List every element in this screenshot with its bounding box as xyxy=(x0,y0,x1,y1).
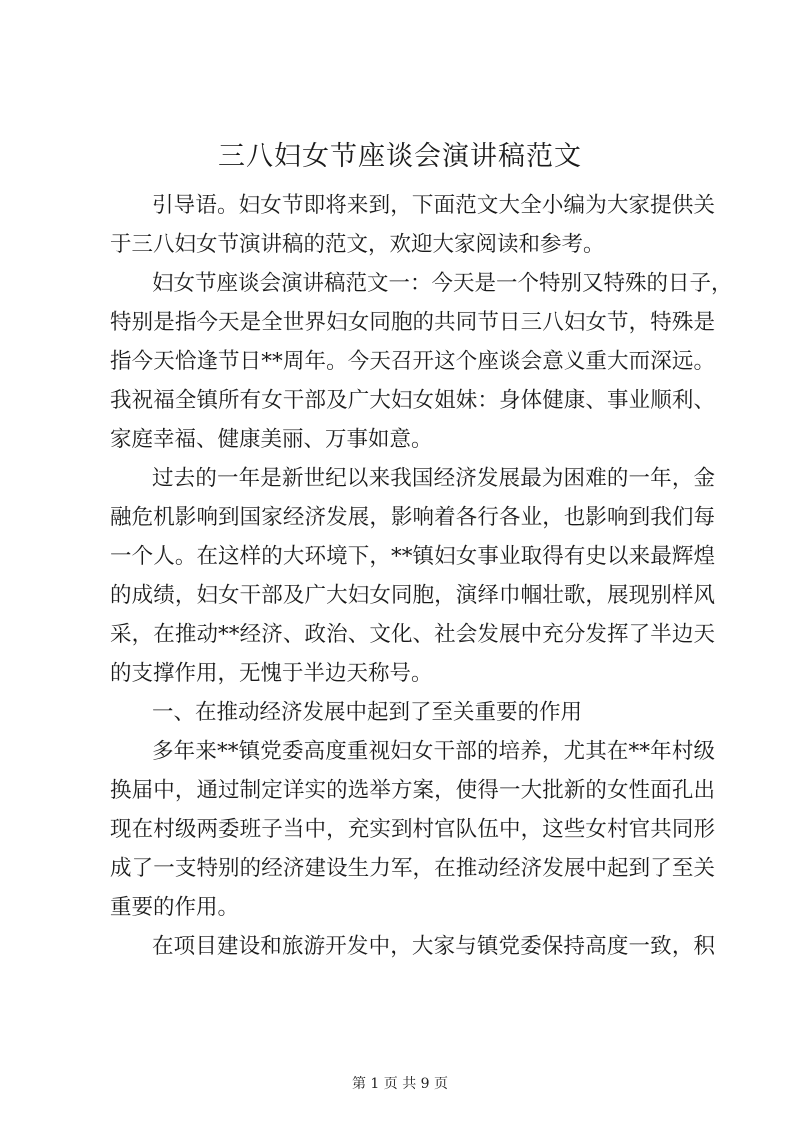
paragraph-line: 现在村级两委班子当中，充实到村官队伍中，这些女村官共同形 xyxy=(110,817,715,842)
page-footer: 第 1 页 共 9 页 xyxy=(351,1076,449,1092)
paragraph-line: 重要的作用。 xyxy=(110,895,240,920)
document-body xyxy=(110,186,733,966)
paragraph-line: 在项目建设和旅游开发中，大家与镇党委保持高度一致，积 xyxy=(152,934,715,959)
paragraph-line: 换届中，通过制定详实的选举方案，使得一大批新的女性面孔出 xyxy=(110,778,715,803)
section-heading: 一、在推动经济发展中起到了至关重要的作用 xyxy=(152,700,583,725)
paragraph-line: 多年来**镇党委高度重视妇女干部的培养，尤其在**年村级 xyxy=(152,739,715,764)
paragraph-line: 家庭幸福、健康美丽、万事如意。 xyxy=(110,427,433,452)
paragraph-line: 于三八妇女节演讲稿的范文，欢迎大家阅读和参考。 xyxy=(110,232,605,257)
paragraph-line: 的支撑作用，无愧于半边天称号。 xyxy=(110,661,433,686)
paragraph-line: 采，在推动**经济、政治、文化、社会发展中充分发挥了半边天 xyxy=(110,622,715,647)
paragraph-line: 妇女节座谈会演讲稿范文一：今天是一个特别又特殊的日子， xyxy=(152,271,733,296)
paragraph-line: 我祝福全镇所有女干部及广大妇女姐妹：身体健康、事业顺利、 xyxy=(110,388,715,413)
paragraph-line: 特别是指今天是全世界妇女同胞的共同节日三八妇女节，特殊是 xyxy=(110,310,715,335)
paragraph-line: 的成绩，妇女干部及广大妇女同胞，演绎巾帼壮歌，展现别样风 xyxy=(110,583,715,608)
paragraph-line: 指今天恰逢节日**周年。今天召开这个座谈会意义重大而深远。 xyxy=(110,349,715,374)
paragraph-line: 一个人。在这样的大环境下，**镇妇女事业取得有史以来最辉煌 xyxy=(110,544,715,569)
paragraph-line: 融危机影响到国家经济发展，影响着各行各业，也影响到我们每 xyxy=(110,505,715,530)
paragraph-line: 过去的一年是新世纪以来我国经济发展最为困难的一年，金 xyxy=(152,466,715,491)
paragraph-line: 成了一支特别的经济建设生力军，在推动经济发展中起到了至关 xyxy=(110,856,715,881)
paragraph-line: 引导语。妇女节即将来到，下面范文大全小编为大家提供关 xyxy=(152,193,715,218)
document-title: 三八妇女节座谈会演讲稿范文 xyxy=(218,141,582,172)
